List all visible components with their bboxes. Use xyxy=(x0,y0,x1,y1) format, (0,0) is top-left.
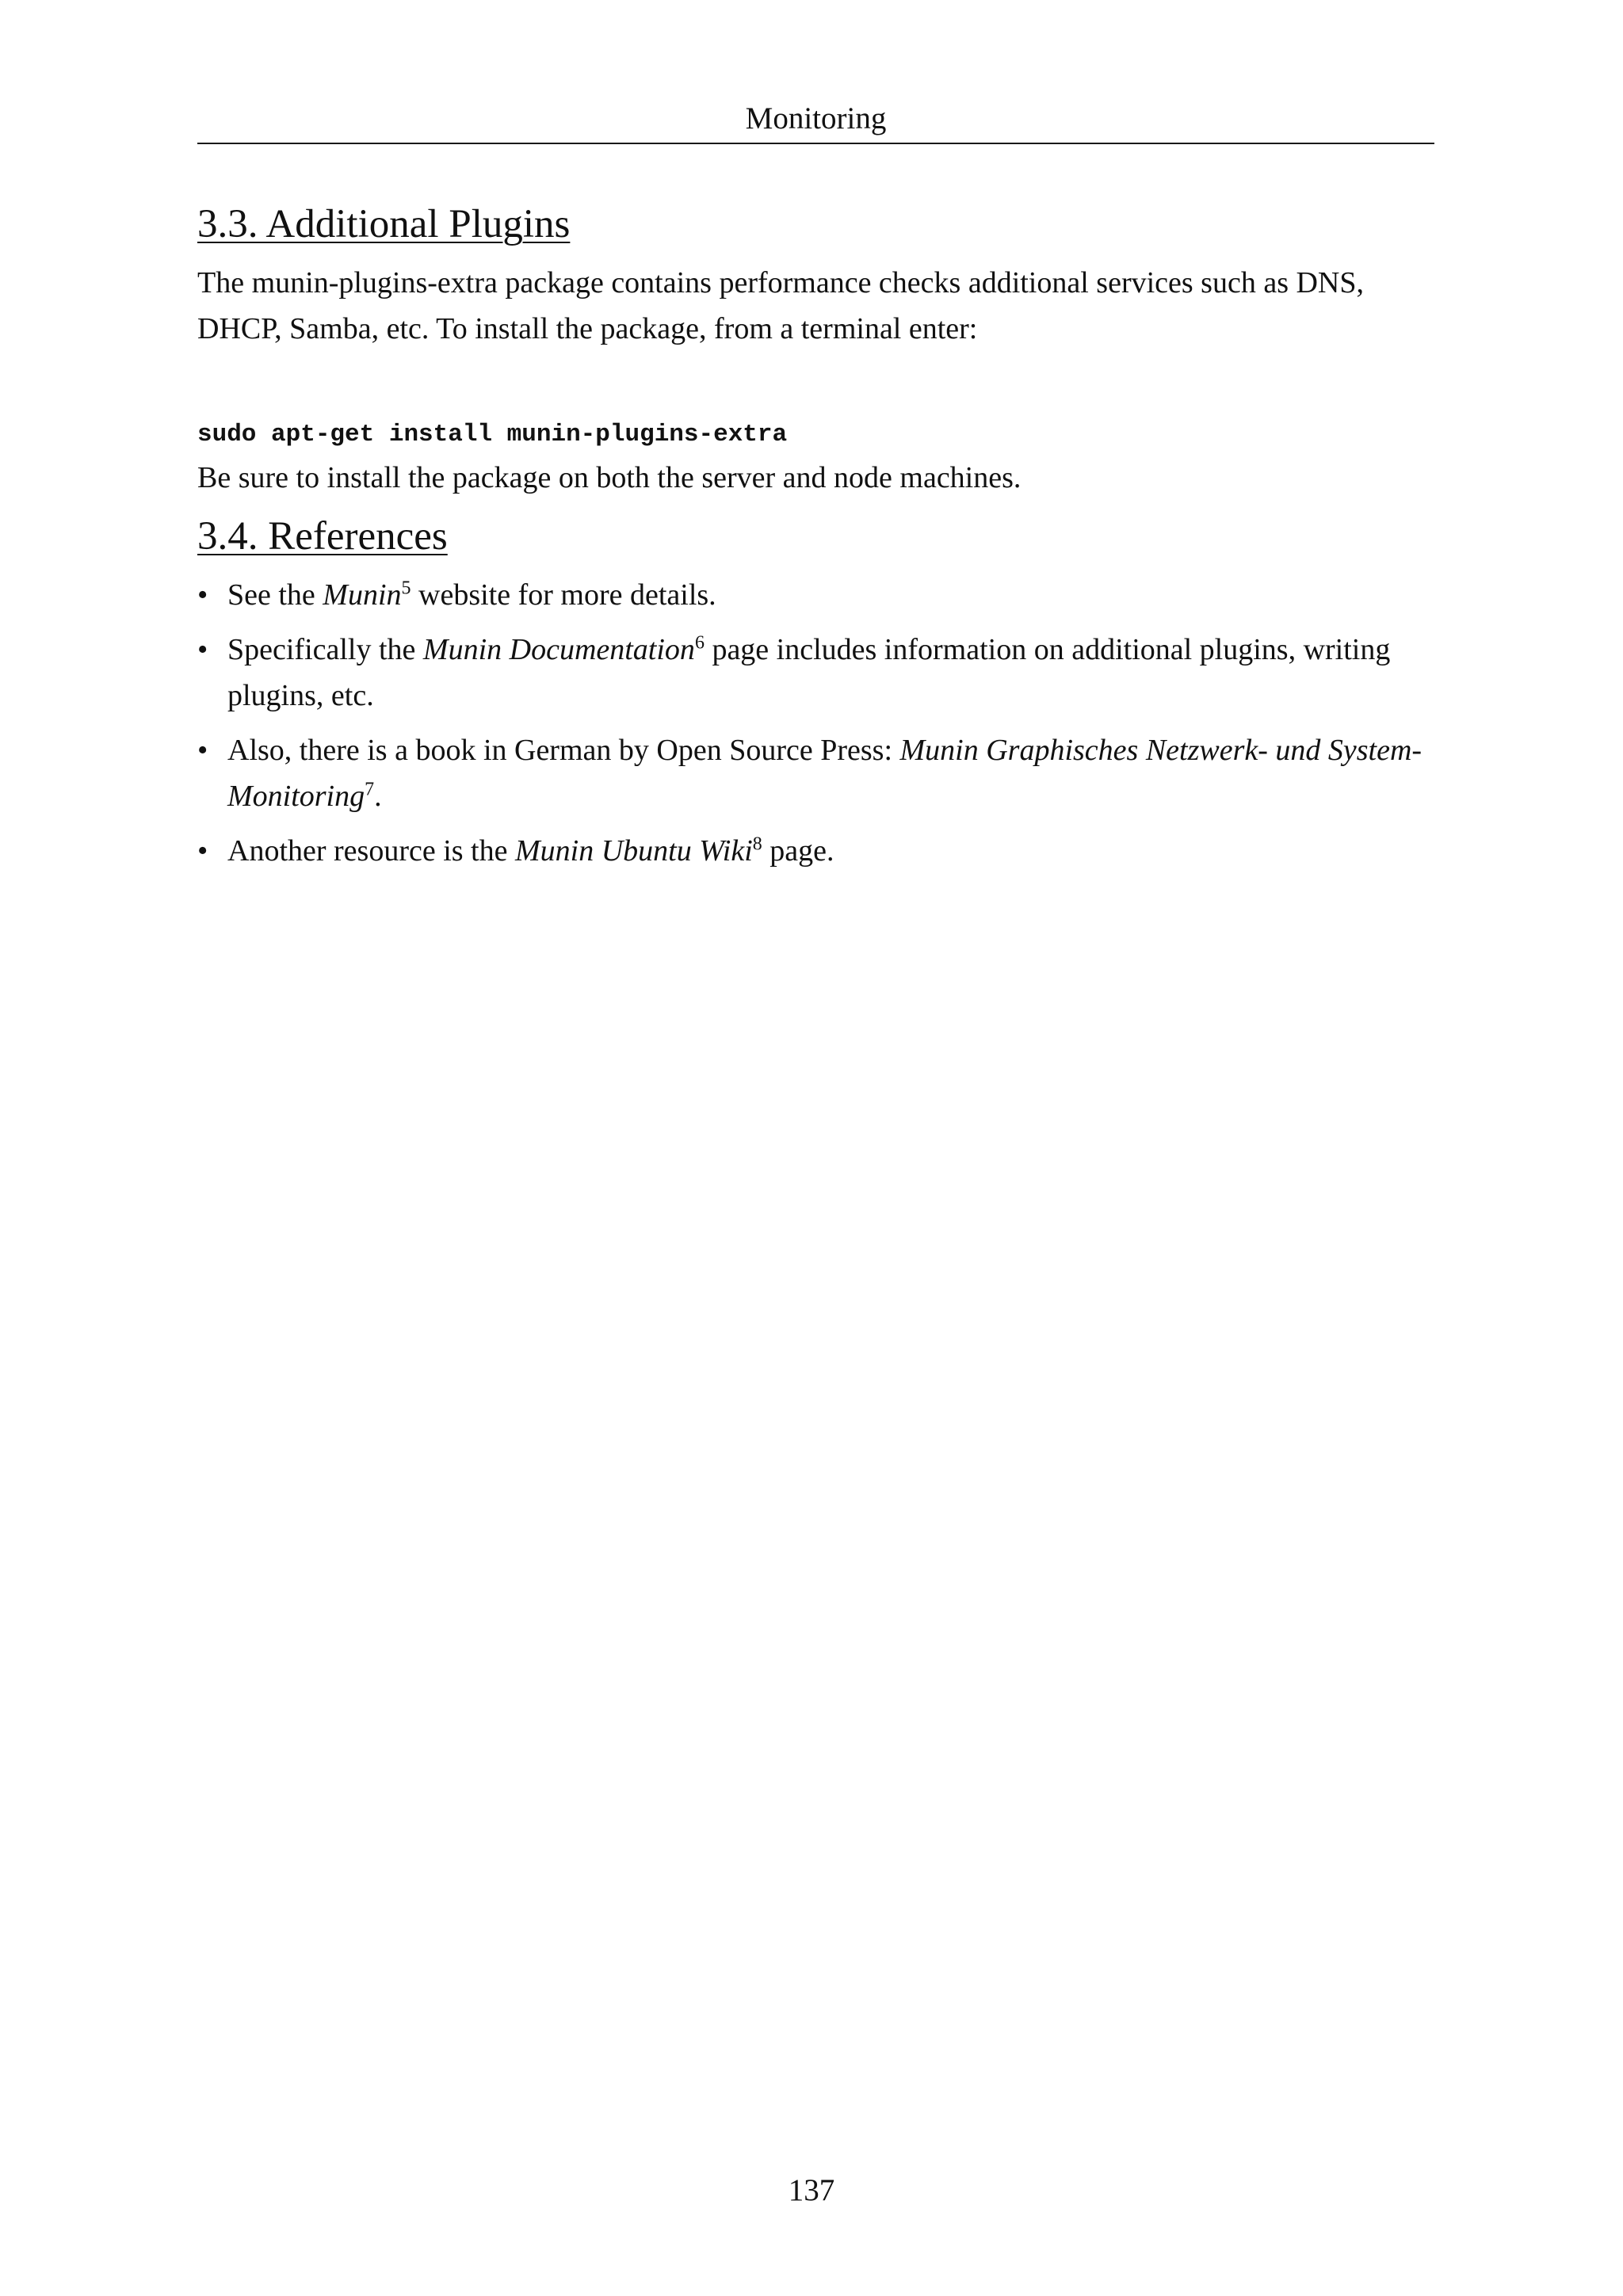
ref-text: See the xyxy=(227,578,323,612)
install-command: sudo apt-get install munin-plugins-extra xyxy=(197,421,788,448)
bullet: • xyxy=(197,834,208,868)
footnote-ref: 8 xyxy=(752,833,762,855)
ref-text: . xyxy=(374,780,382,813)
ref-text: page includes information on additional plugins, writing xyxy=(704,633,1391,666)
intro-paragraph-line-1: The munin-plugins-extra package contains performance checks additional services such as DNS, xyxy=(197,266,1364,299)
ref-text: Specifically the xyxy=(227,633,423,666)
bullet: • xyxy=(197,734,208,767)
ref-text: page. xyxy=(762,834,834,868)
section-heading-additional-plugins: 3.3. Additional Plugins xyxy=(197,202,571,246)
intro-paragraph xyxy=(197,260,1434,352)
ref-text: website for more details. xyxy=(411,578,716,612)
header-rule xyxy=(197,143,1434,144)
munin-link[interactable]: Munin xyxy=(323,578,402,612)
footnote-ref: 7 xyxy=(365,779,375,800)
bullet: • xyxy=(197,578,208,612)
list-item xyxy=(197,828,1434,874)
page-content xyxy=(197,189,1434,883)
munin-book-link-continued[interactable]: Monitoring xyxy=(227,780,365,813)
section-heading-references: 3.4. References xyxy=(197,514,448,559)
ref-text: Another resource is the xyxy=(227,834,515,868)
install-note: Be sure to install the package on both the server and node machines. xyxy=(197,461,1022,494)
list-item xyxy=(197,572,1434,618)
footnote-ref: 5 xyxy=(401,578,411,599)
references-list xyxy=(197,572,1434,874)
munin-ubuntu-wiki-link[interactable]: Munin Ubuntu Wiki xyxy=(515,834,753,868)
ref-text: Also, there is a book in German by Open Source Press: xyxy=(227,734,900,767)
list-item xyxy=(197,627,1434,719)
bullet: • xyxy=(197,633,208,666)
footnote-ref: 6 xyxy=(694,632,705,654)
ref-text-continued: plugins, etc. xyxy=(227,679,374,712)
running-header: Monitoring xyxy=(745,101,887,135)
munin-documentation-link[interactable]: Munin Documentation xyxy=(422,633,695,666)
intro-paragraph-line-2: DHCP, Samba, etc. To install the package, from a terminal enter: xyxy=(197,312,978,345)
list-item xyxy=(197,727,1434,819)
munin-book-link[interactable]: Munin Graphisches Netzwerk- und System- xyxy=(899,734,1423,767)
page-number: 137 xyxy=(788,2173,835,2207)
